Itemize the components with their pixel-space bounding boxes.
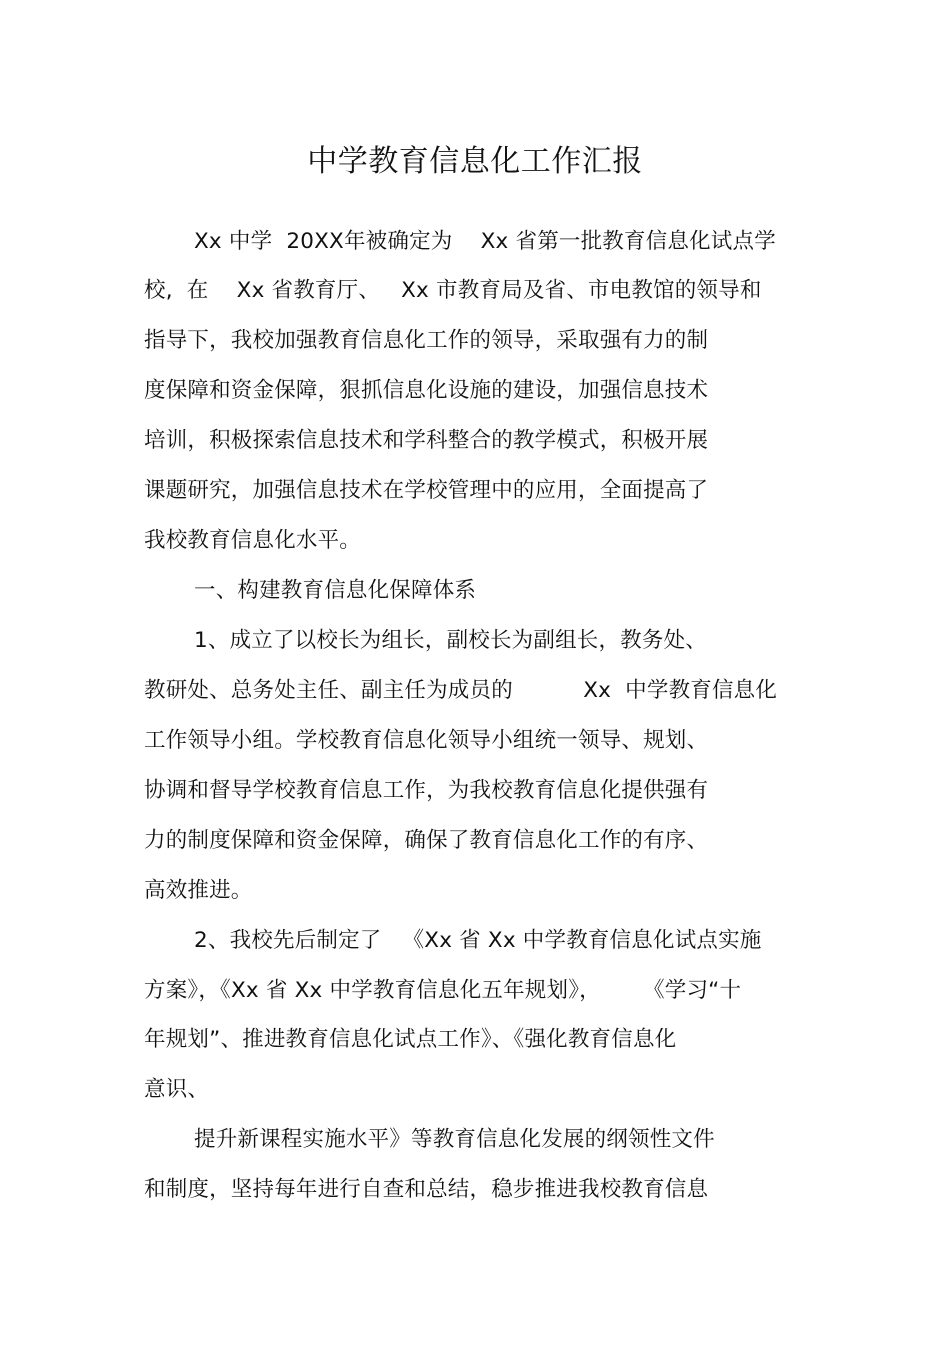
paragraph-line: 培训，积极探索信息技术和学科整合的教学模式，积极开展 bbox=[144, 428, 709, 453]
paragraph-line: 意识、 bbox=[144, 1077, 210, 1102]
section-heading: 一、构建教育信息化保障体系 bbox=[194, 578, 477, 603]
paragraph-line: 提升新课程实施水平》等教育信息化发展的纲领性文件 bbox=[194, 1127, 715, 1152]
paragraph-line: 和制度，坚持每年进行自查和总结，稳步推进我校教育信息 bbox=[144, 1177, 709, 1202]
paragraph-line: 1、成立了以校长为组长，副校长为副组长，教务处、 bbox=[194, 628, 707, 653]
paragraph-line: Xx 中学 20XX年被确定为 Xx 省第一批教育信息化试点学 bbox=[194, 229, 776, 254]
paragraph-line: 高效推进。 bbox=[144, 878, 253, 903]
paragraph-line: 校, 在 Xx 省教育厅、 Xx 市教育局及省、市电教馆的领导和 bbox=[144, 278, 762, 303]
paragraph-line: 教研处、总务处主任、副主任为成员的 Xx 中学教育信息化 bbox=[144, 678, 778, 703]
paragraph-line: 度保障和资金保障，狠抓信息化设施的建设，加强信息技术 bbox=[144, 378, 709, 403]
paragraph-line: 指导下，我校加强教育信息化工作的领导，采取强有力的制 bbox=[144, 328, 709, 353]
paragraph-line: 力的制度保障和资金保障，确保了教育信息化工作的有序、 bbox=[144, 828, 709, 853]
paragraph-line: 方案》，《Xx 省 Xx 中学教育信息化五年规划》， 《学习“十 bbox=[144, 978, 742, 1003]
paragraph-line: 我校教育信息化水平。 bbox=[144, 528, 362, 553]
paragraph-line: 课题研究，加强信息技术在学校管理中的应用，全面提高了 bbox=[144, 478, 709, 503]
document-title: 中学教育信息化工作汇报 bbox=[307, 144, 643, 180]
paragraph-line: 年规划”、推进教育信息化试点工作》、《强化教育信息化 bbox=[144, 1027, 677, 1052]
paragraph-line: 工作领导小组。学校教育信息化领导小组统一领导、规划、 bbox=[144, 728, 709, 753]
paragraph-line: 2、我校先后制定了 《Xx 省 Xx 中学教育信息化试点实施 bbox=[194, 928, 762, 953]
paragraph-line: 协调和督导学校教育信息工作，为我校教育信息化提供强有 bbox=[144, 778, 709, 803]
